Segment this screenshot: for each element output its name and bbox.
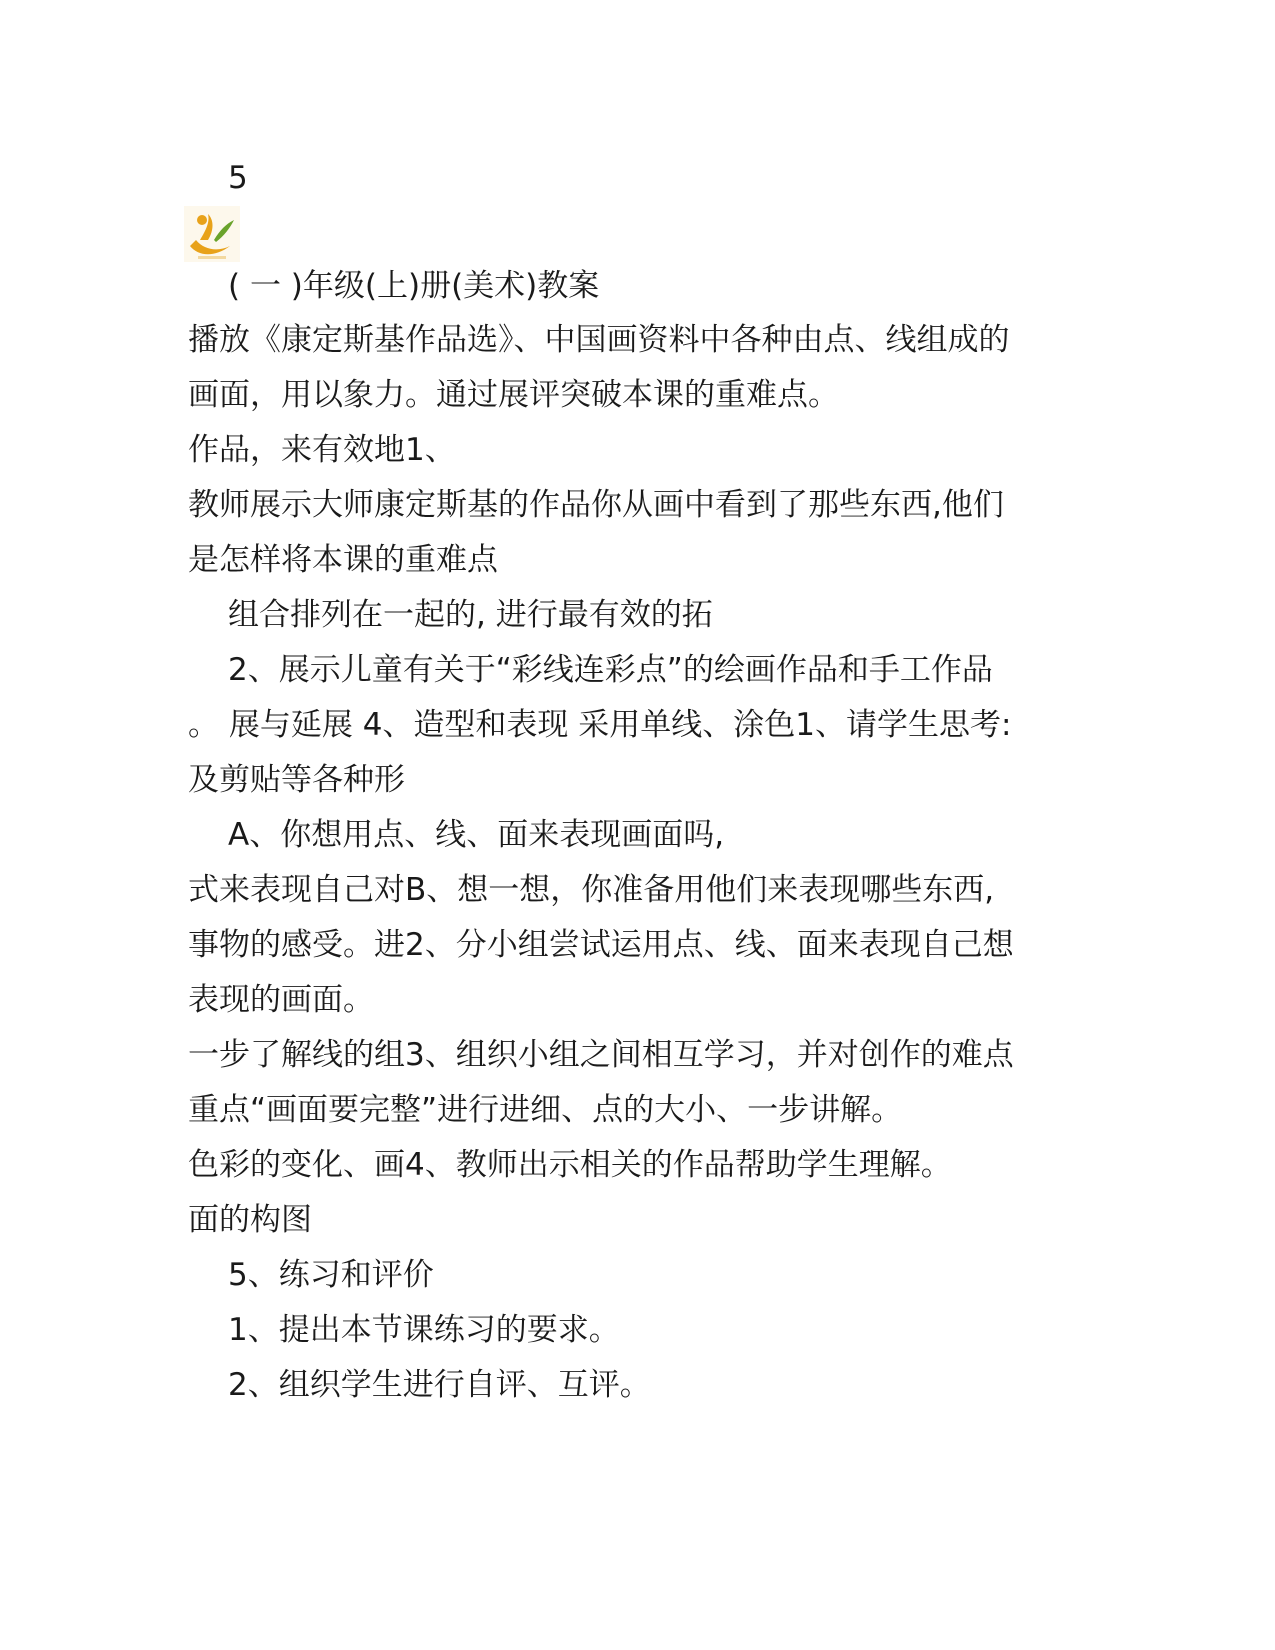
section-heading: 5、练习和评价	[228, 1257, 434, 1293]
text-line: 表现的画面。	[188, 982, 374, 1018]
text-line: 组合排列在一起的, 进行最有效的拓	[228, 597, 713, 633]
text-line: 2、展示儿童有关于“彩线连彩点”的绘画作品和手工作品	[228, 652, 993, 688]
text-line: 及剪贴等各种形	[188, 762, 405, 798]
text-line: A、你想用点、线、面来表现画面吗,	[228, 817, 725, 853]
text-line: 色彩的变化、画4、教师出示相关的作品帮助学生理解。	[188, 1147, 952, 1183]
text-line: 画面，用以象力。通过展评突破本课的重难点。	[188, 377, 839, 413]
text-line: 。 展与延展 4、造型和表现 采用单线、涂色1、请学生思考:	[188, 707, 1012, 743]
text-line: 2、组织学生进行自评、互评。	[228, 1367, 651, 1403]
text-line: 重点“画面要完整”进行进细、点的大小、一步讲解。	[188, 1092, 903, 1128]
text-line: 教师展示大师康定斯基的作品你从画中看到了那些东西,他们	[188, 487, 1004, 523]
text-line: 1、提出本节课练习的要求。	[228, 1312, 620, 1348]
school-emblem-graphic	[184, 206, 240, 262]
text-line: 一步了解线的组3、组织小组之间相互学习，并对创作的难点	[188, 1037, 1014, 1073]
text-line: 事物的感受。进2、分小组尝试运用点、线、面来表现自己想	[188, 927, 1014, 963]
page-number: 5	[228, 160, 248, 196]
text-line: 式来表现自己对B、想一想，你准备用他们来表现哪些东西,	[188, 872, 995, 908]
document-title: ( 一 )年级(上)册(美术)教案	[228, 268, 600, 304]
text-line: 面的构图	[188, 1202, 312, 1238]
school-emblem-icon	[184, 206, 240, 262]
text-line: 播放《康定斯基作品选》、中国画资料中各种由点、线组成的	[188, 322, 1010, 358]
text-line: 是怎样将本课的重难点	[188, 542, 498, 578]
text-line: 作品，来有效地1、	[188, 432, 456, 468]
